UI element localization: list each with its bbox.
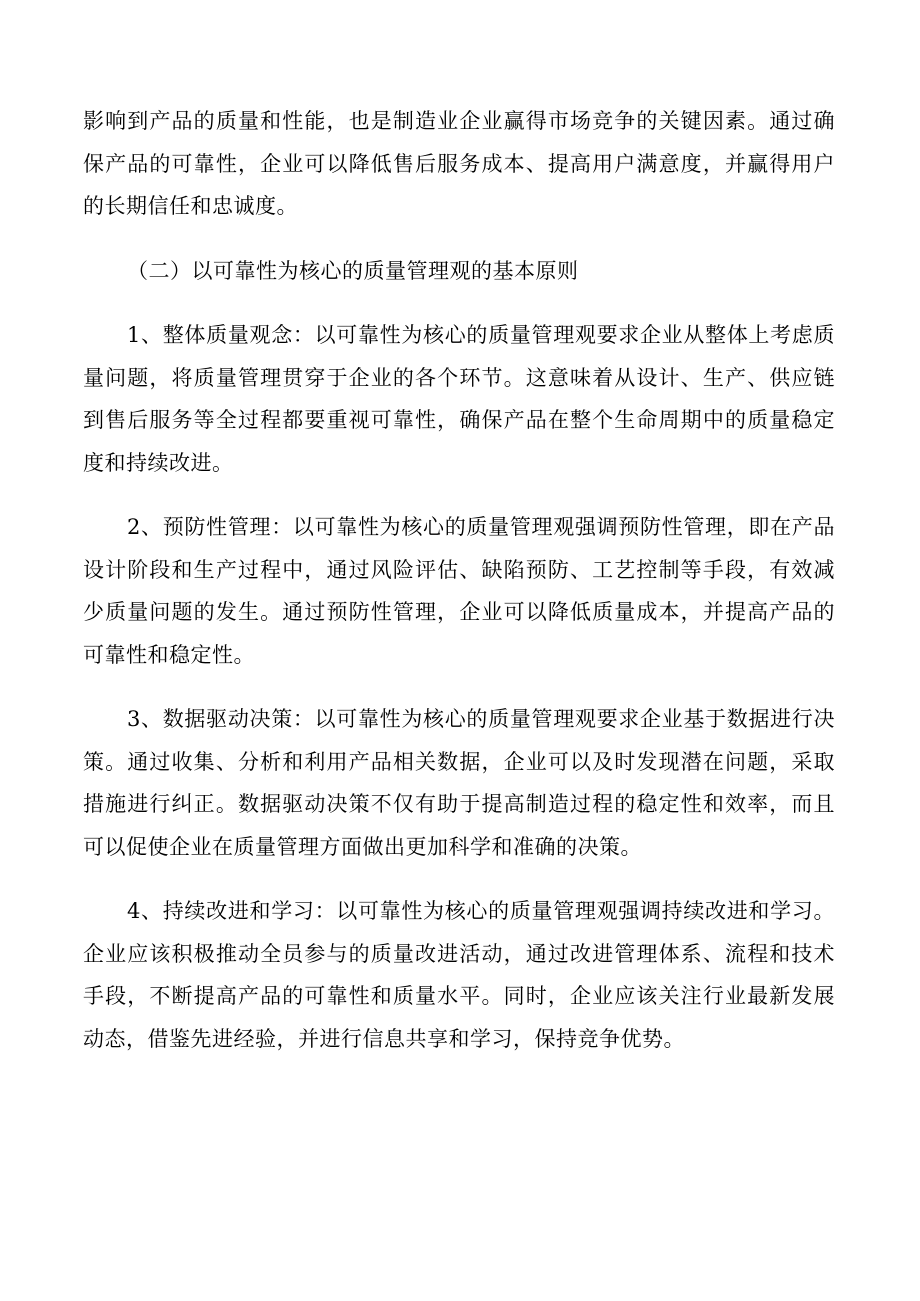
paragraph-continuation: 影响到产品的质量和性能，也是制造业企业赢得市场竞争的关键因素。通过确保产品的可靠性，企业可以降低售后服务成本、提高用户满意度，并赢得用户的长期信任和忠诚度。 [83, 109, 835, 218]
section-heading: （二）以可靠性为核心的质量管理观的基本原则 [127, 258, 579, 283]
paragraph-principle-3: 3、数据驱动决策：以可靠性为核心的质量管理观要求企业基于数据进行决策。通过收集、分析和利用产品相关数据，企业可以及时发现潜在问题，采取措施进行纠正。数据驱动决策不仅有助于提高制造过程的稳定性和效率，而且可以促使企业在质量管理方面做出更加科学和准确的决策。 [83, 707, 835, 859]
paragraph-principle-1: 1、整体质量观念：以可靠性为核心的质量管理观要求企业从整体上考虑质量问题，将质量管理贯穿于企业的各个环节。这意味着从设计、生产、供应链到售后服务等全过程都要重视可靠性，确保产品在整个生命周期中的质量稳定度和持续改进。 [83, 323, 835, 475]
document-page [83, 100, 835, 1060]
paragraph-principle-2: 2、预防性管理：以可靠性为核心的质量管理观强调预防性管理，即在产品设计阶段和生产过程中，通过风险评估、缺陷预防、工艺控制等手段，有效减少质量问题的发生。通过预防性管理，企业可以降低质量成本，并提高产品的可靠性和稳定性。 [83, 515, 835, 667]
paragraph-principle-4: 4、持续改进和学习：以可靠性为核心的质量管理观强调持续改进和学习。企业应该积极推动全员参与的质量改进活动，通过改进管理体系、流程和技术手段，不断提高产品的可靠性和质量水平。同时，企业应该关注行业最新发展动态，借鉴先进经验，并进行信息共享和学习，保持竞争优势。 [83, 899, 835, 1051]
